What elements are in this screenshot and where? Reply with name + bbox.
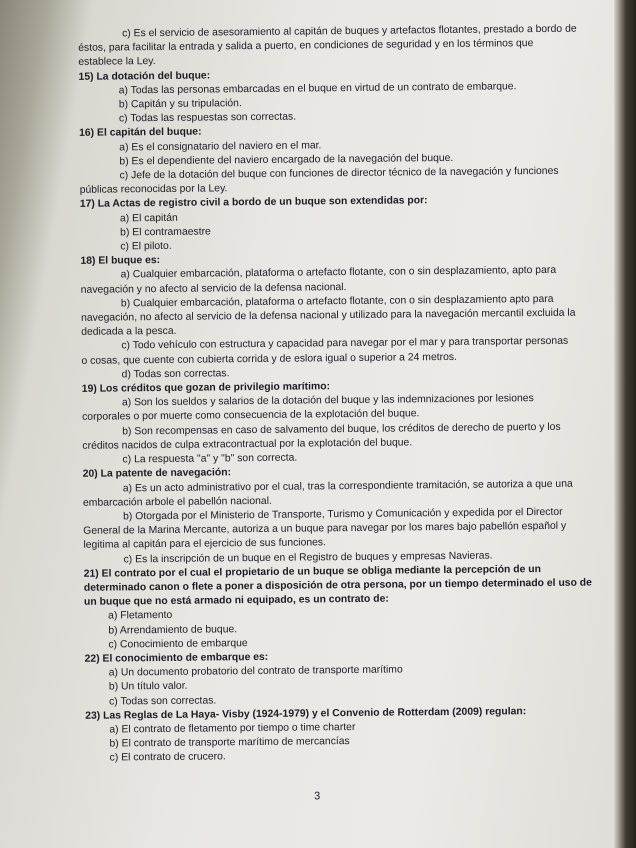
question-20-option-b-line1: b) Otorgada por el Ministerio de Transporte, Turismo y Comunicación y expedida por el Director [123,506,563,523]
question-19-option-c: c) La respuesta "a" y "b" son correcta. [122,452,298,466]
question-19-option-a-line1: a) Son los sueldos y salarios de la dotación del buque y las indemnizaciones por lesiones [121,393,534,409]
question-16-option-c: c) Jefe de la dotación del buque con funciones de director técnico de la navegación y funciones [119,165,559,182]
question-20-option-a-line1: a) Es un acto administrativo por el cual, tras la correspondiente tramitación, se autoriza a que una [122,478,573,494]
question-22-option-c: c) Todas son correctas. [108,694,217,708]
question-23-option-b: b) El contrato de transporte marítimo de mercancías [109,736,350,750]
question-16-title: 16) El capitán del buque: [79,126,202,140]
question-15-title: 15) La dotación del buque: [78,70,211,83]
question-16-option-b: b) Es el dependiente del naviero encargado de la navegación del buque. [119,152,454,168]
question-18-title: 18) El buque es: [80,255,161,268]
question-19-title: 19) Los créditos que gozan de privilegio marítimo: [81,381,331,395]
question-17-option-a: a) El capitán [119,212,178,225]
question-21-option-a: a) Fletamento [108,610,173,622]
question-18-option-a-line1: a) Cualquier embarcación, plataforma o artefacto flotante, con o sin desplazamiento, apto para [120,265,557,281]
table-edge [614,0,636,848]
question-21-title-line3: un buque que no está armado ni equipado, es un contrato de: [83,593,389,608]
question-20-title: 20) La patente de navegación: [82,467,232,481]
question-17-title: 17) La Actas de registro civil a bordo de un buque son extendidas por: [79,195,428,211]
question-15-option-a: a) Todas las personas embarcadas en el buque en virtud de un contrato de embarque. [118,81,517,97]
question-22-title: 22) El conocimiento de embarque es: [84,651,269,665]
question-22-option-b: b) Un título valor. [108,681,188,693]
question-22-option-a: a) Un documento probatorio del contrato de transporte marítimo [108,664,403,679]
question-19-option-b-line2: créditos nacidos de culpa extracontractual por la explotación del buque. [82,437,413,452]
question-19-option-b-line1: b) Son recompensas en caso de salvamento del buque, los créditos de derecho de puerto y los [122,421,561,438]
question-20-option-b-line2: General de la Marina Mercante, autoriza a un buque para navegar por los mares bajo pabellón español y [83,520,567,537]
question-23-option-c: c) El contrato de crucero. [109,751,226,764]
question-18-option-d: d) Todas son correctas. [121,368,230,381]
question-18-option-a-line2: navegación y no afecto al servicio de la defensa nacional. [80,281,347,296]
question-21-option-c: c) Conocimiento de embarque [108,637,248,651]
question-23-title: 23) Las Reglas de La Haya- Visby (1924-1979) y el Convenio de Rotterdam (2009) regulan: [85,705,527,722]
question-20-option-b-line3: legitima al capitán para el ejercicio de sus funciones. [83,537,327,552]
question-18-option-b-line1: b) Cualquier embarcación, plataforma o artefacto flotante, con o sin desplazamiento apto para [120,293,554,310]
question-16-option-a: a) Es el consignatario del naviero en el mar. [119,139,322,154]
question-18-option-b-line2: navegación, no afecto al servicio de la defensa nacional y utilizado para la navegación mercantil excluida la [80,307,576,324]
question-15-option-b: b) Capitán y su tripulación. [118,98,242,111]
q14-option-c-line3: establece la Ley. [78,56,156,69]
question-15-option-c: c) Todas las respuestas son correctas. [118,111,297,125]
question-19-option-a-line2: corporales o por muerte como consecuencia de la explotación del buque. [82,408,420,424]
question-18-option-c-line1: c) Todo vehículo con estructura y capacidad para navegar por el mar y para transportar personas [121,336,569,352]
question-16-option-c-cont: públicas reconocidas por la Ley. [79,183,228,197]
question-23-option-a: a) El contrato de fletamento por tiempo o time charter [109,721,356,736]
page-number: 3 [313,790,321,803]
question-18-option-c-line2: o cosas, que cuente con cubierta corrida y de eslora igual o superior a 24 metros. [81,351,457,367]
question-21-option-b: b) Arrendamiento de buque. [108,623,238,637]
q14-option-c-line1: c) Es el servicio de asesoramiento al capitán de buques y artefactos flotantes, prestado a bordo de [122,23,577,40]
q14-option-c-line2: éstos, para facilitar la entrada y salida a puerto, en condiciones de seguridad y en los términos que [78,38,534,55]
question-21-title-line2: determinado canon o flete a poner a disposición de otra persona, por un tiempo determinado el uso de [83,577,592,594]
question-17-option-c: c) El piloto. [120,240,172,253]
question-20-option-a-line2: embarcación arbole el pabellón nacional. [82,495,272,509]
question-20-option-c: c) Es la inscripción de un buque en el Registro de buques y empresas Navieras. [123,550,493,565]
exam-page [62,22,610,840]
question-18-option-b-line3: dedicada a la pesca. [81,326,177,339]
question-21-title-line1: 21) El contrato por el cual el propietario de un buque se obliga mediante la percepción de un [83,563,542,580]
question-17-option-b: b) El contramaestre [120,226,211,239]
